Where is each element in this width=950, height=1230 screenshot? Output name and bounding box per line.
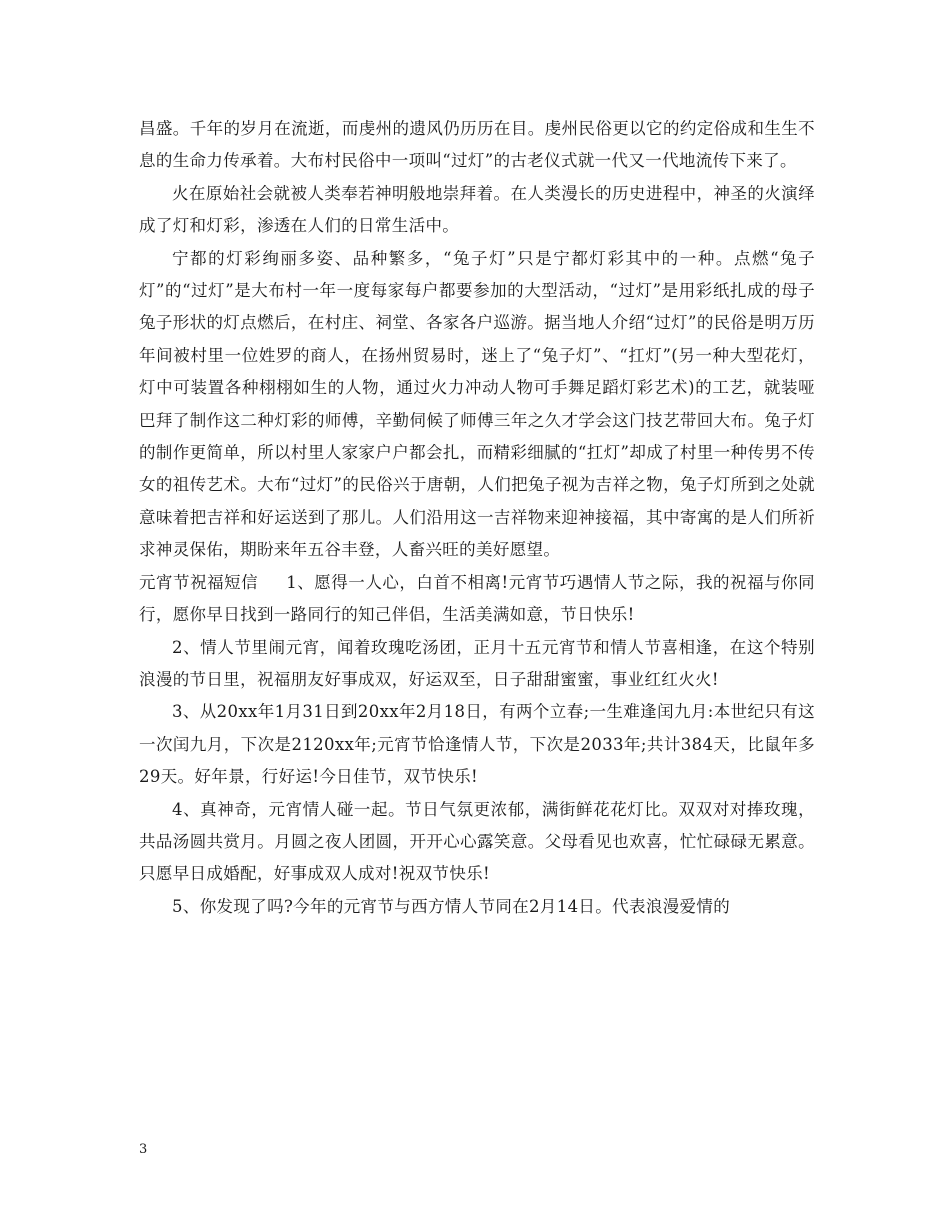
page-number: 3 [139, 1142, 148, 1157]
message-3: 3、从20xx年1月31日到20xx年2月18日，有两个立春;一生难逢闰九月:本世纪只有这一次闰九月，下次是2120xx年;元宵节恰逢情人节，下次是2033年;共计384天，比鼠年多29天。好年景，行好运!今日佳节，双节快乐! [139, 702, 815, 787]
message-5: 5、你发现了吗?今年的元宵节与西方情人节同在2月14日。代表浪漫爱情的 [172, 896, 731, 916]
section-title: 元宵节祝福短信 [139, 572, 259, 592]
paragraph: 火在原始社会就被人类奉若神明般地崇拜着。在人类漫长的历史进程中，神圣的火演绎成了灯和灯彩，渗透在人们的日常生活中。 [139, 183, 815, 236]
paragraph: 宁都的灯彩绚丽多姿、品种繁多，“兔子灯”只是宁都灯彩其中的一种。点燃“兔子灯”的“过灯”是大布村一年一度每家每户都要参加的大型活动，“过灯”是用彩纸扎成的母子兔子形状的灯点燃后，在村庄、祠堂、各家各户巡游。据当地人介绍“过灯”的民俗是明万历年间被村里一位姓罗的商人，在扬州贸易时，迷上了“兔子灯”、“扛灯”(另一种大型花灯，灯中可装置各种栩栩如生的人物，通过火力冲动人物可手舞足蹈灯彩艺术)的工艺，就装哑巴拜了制作这二种灯彩的师傅，辛勤伺候了师傅三年之久才学会这门技艺带回大布。兔子灯的制作更简单，所以村里人家家户户都会扎，而精彩细腻的“扛灯”却成了村里一种传男不传女的祖传艺术。大布“过灯”的民俗兴于唐朝，人们把兔子视为吉祥之物，兔子灯所到之处就意味着把吉祥和好运送到了那儿。人们沿用这一吉祥物来迎神接福，其中寄寓的是人们所祈求神灵保佑，期盼来年五谷丰登，人畜兴旺的美好愿望。 [139, 248, 815, 560]
message-2: 2、情人节里闹元宵，闻着玫瑰吃汤团，正月十五元宵节和情人节喜相逢，在这个特别浪漫的节日里，祝福朋友好事成双，好运双至，日子甜甜蜜蜜，事业红红火火! [139, 637, 815, 689]
message-1: 1、愿得一人心，白首不相离!元宵节巧遇情人节之际，我的祝福与你同行，愿你早日找到一路同行的知己伴侣，生活美满如意，节日快乐! [139, 572, 816, 625]
section-first-paragraph [139, 567, 815, 632]
message-4: 4、真神奇，元宵情人碰一起。节日气氛更浓郁，满街鲜花花灯比。双双对对捧玫瑰，共品汤圆共赏月。月圆之夜人团圆，开开心心露笑意。父母看见也欢喜，忙忙碌碌无累意。只愿早日成婚配，好事成双人成对!祝双节快乐! [139, 799, 815, 884]
paragraph: 昌盛。千年的岁月在流逝，而虔州的遗风仍历历在目。虔州民俗更以它的约定俗成和生生不息的生命力传承着。大布村民俗中一项叫“过灯”的古老仪式就一代又一代地流传下来了。 [139, 119, 815, 171]
document-body [139, 113, 815, 923]
